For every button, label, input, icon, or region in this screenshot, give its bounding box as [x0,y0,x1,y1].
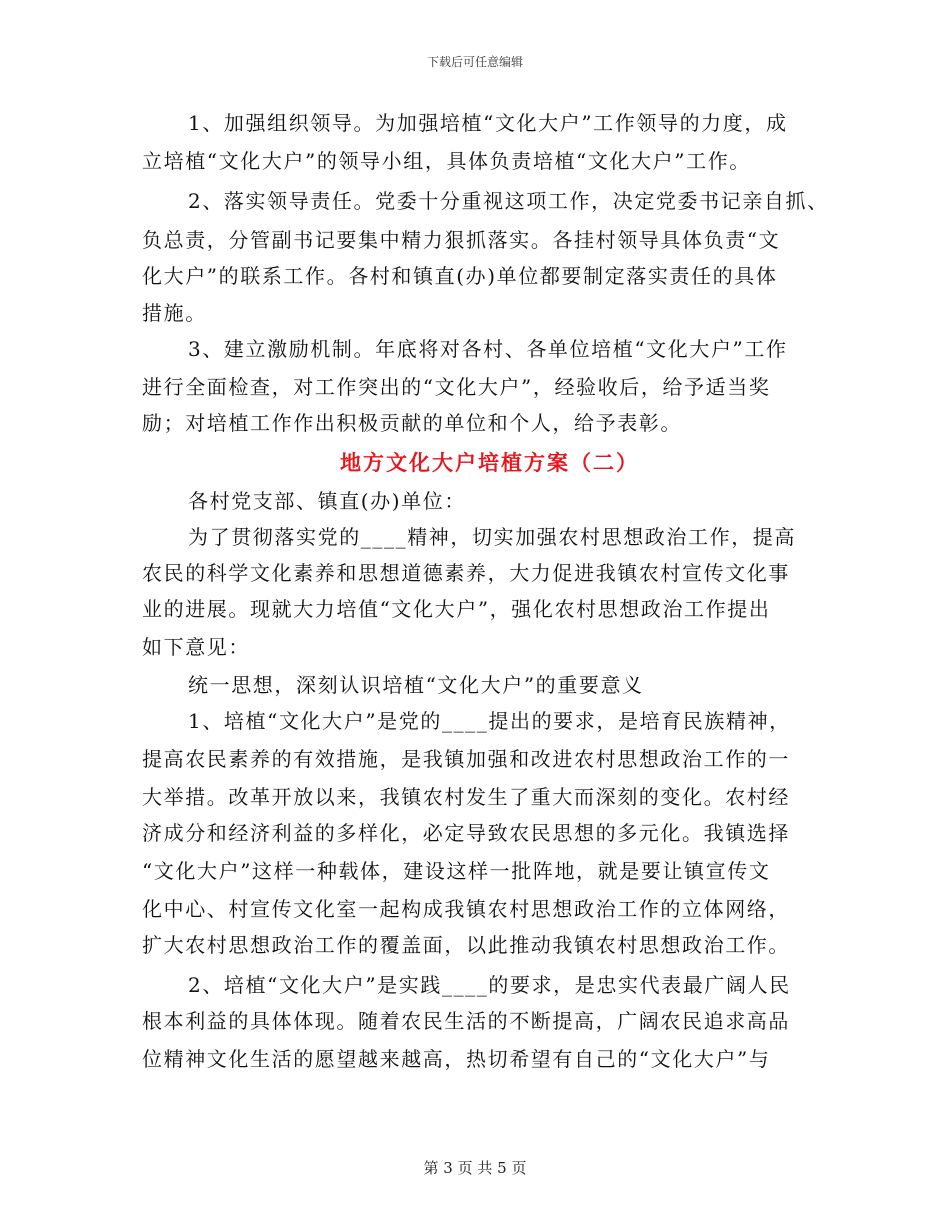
paragraph-line: 励；对培植工作作出积极贡献的单位和个人，给予表彰。 [142,411,682,435]
paragraph-line: 2、培植“文化大户”是实践____的要求，是忠实代表最广阔人民 [188,973,791,997]
paragraph-line: 立培植“文化大户”的领导小组，具体负责培植“文化大户”工作。 [142,149,751,173]
paragraph-line: 3、建立激励机制。年底将对各村、各单位培植“文化大户”工作 [188,337,788,361]
paragraph-line: 根本利益的具体体现。随着农民生活的不断提高，广阔农民追求高品 [142,1009,790,1033]
paragraph-line: 各村党支部、镇直(办)单位： [188,489,467,513]
paragraph-line: 提高农民素养的有效措施，是我镇加强和改进农村思想政治工作的一 [142,747,790,771]
page-header-note: 下载后可任意编辑 [426,55,523,69]
paragraph-line: 大举措。改革开放以来，我镇农村发生了重大而深刻的变化。农村经 [142,785,790,809]
paragraph-line: 1、培植“文化大户”是党的____提出的要求，是培育民族精神， [188,709,791,733]
paragraph-line: 为了贯彻落实党的____精神，切实加强农村思想政治工作，提高 [188,525,796,549]
paragraph-line: 如下意见： [142,635,250,659]
section-heading: 地方文化大户培植方案（二） [340,450,639,475]
paragraph-line: 业的进展。现就大力培值“文化大户”，强化农村思想政治工作提出 [142,597,771,621]
paragraph-line: 统一思想，深刻认识培植“文化大户”的重要意义 [188,673,644,697]
paragraph-line: 扩大农村思想政治工作的覆盖面，以此推动我镇农村思想政治工作。 [142,933,790,957]
paragraph-line: 农民的科学文化素养和思想道德素养，大力促进我镇农村宣传文化事 [142,561,790,585]
page-number: 第 3 页 共 5 页 [423,1159,527,1177]
paragraph-line: 化中心、村宣传文化室一起构成我镇农村思想政治工作的立体网络， [142,897,790,921]
paragraph-line: 1、加强组织领导。为加强培植“文化大户”工作领导的力度，成 [188,111,788,135]
paragraph-line: 化大户”的联系工作。各村和镇直(办)单位都要制定落实责任的具体 [142,264,778,288]
paragraph-line: 位精神文化生活的愿望越来越高，热切希望有自己的“文化大户”与 [142,1047,771,1071]
paragraph-line: 措施。 [142,301,207,325]
paragraph-line: 进行全面检查，对工作突出的“文化大户”，经验收后，给予适当奖 [142,375,771,399]
paragraph-line: 济成分和经济利益的多样化，必定导致农民思想的多元化。我镇选择 [142,821,790,845]
paragraph-line: 负总责，分管副书记要集中精力狠抓落实。各挂村领导具体负责“文 [142,228,781,252]
paragraph-line: “文化大户”这样一种载体，建设这样一批阵地，就是要让镇宣传文 [142,859,771,883]
paragraph-line: 2、落实领导责任。党委十分重视这项工作，决定党委书记亲自抓、 [188,189,829,213]
